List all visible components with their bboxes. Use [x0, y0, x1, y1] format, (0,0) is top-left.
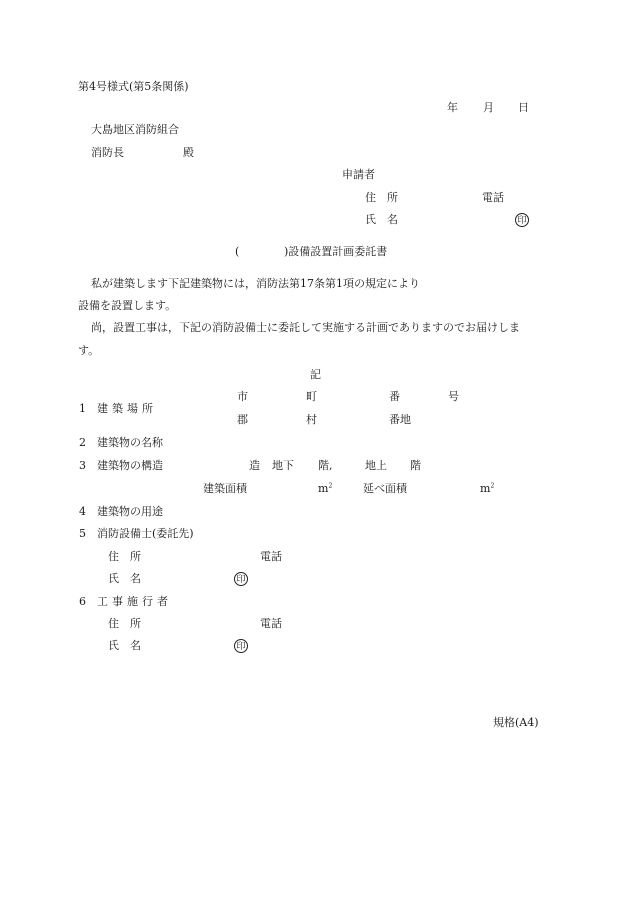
addressee-organization: 大島地区消防組合: [91, 123, 179, 136]
item-1-city: 市: [237, 390, 248, 403]
seal-icon: 印: [234, 572, 248, 586]
item-2-number: 2: [79, 436, 86, 449]
item-3-label: 建築物の構造: [97, 459, 163, 472]
document-title: )設備設置計画委託書: [284, 245, 388, 258]
item-3-above: 地上: [365, 459, 387, 472]
item-3-number: 3: [79, 459, 86, 472]
item-2-label: 建築物の名称: [97, 436, 163, 449]
item-4-number: 4: [79, 505, 86, 518]
item-5-label: 消防設備士(委託先): [97, 527, 194, 540]
record-heading: 記: [310, 368, 321, 381]
applicant-phone-label: 電話: [482, 191, 504, 204]
building-area-unit: $m^2$: [318, 482, 333, 495]
applicant-name-label: 氏 名: [365, 213, 398, 226]
total-floor-area-label: 延べ面積: [363, 482, 407, 495]
size-note: 規格(A4): [493, 716, 539, 729]
item-6-name-label: 氏 名: [108, 639, 141, 652]
body-line-3: 尚，設置工事は，下記の消防設備士に委託して実施する計画でありますのでお届けしま: [91, 321, 520, 334]
seal-icon: 印: [234, 639, 248, 653]
applicant-address-label: 住 所: [365, 191, 398, 204]
body-line-4: す。: [78, 344, 100, 357]
applicant-label: 申請者: [342, 168, 375, 181]
total-floor-area-unit: $m^2$: [480, 482, 495, 495]
item-4-label: 建築物の用途: [97, 505, 163, 518]
item-1-go: 号: [448, 390, 459, 403]
item-1-village: 村: [306, 413, 317, 426]
item-3-floor-2: 階: [410, 459, 421, 472]
item-6-number: 6: [79, 595, 86, 608]
item-3-zou: 造: [249, 459, 260, 472]
item-1-ban: 番: [389, 390, 400, 403]
item-1-label: 建築場所: [97, 402, 157, 415]
addressee-title: 消防長: [91, 146, 124, 159]
date-month-label: 月: [483, 101, 494, 114]
item-1-banchi: 番地: [389, 413, 411, 426]
item-5-phone-label: 電話: [260, 550, 282, 563]
body-line-1: 私が建築します下記建築物には，消防法第17条第1項の規定により: [91, 277, 420, 290]
item-3-basement: 地下: [272, 459, 294, 472]
item-1-town: 町: [306, 390, 317, 403]
item-3-floor-1: 階,: [318, 459, 333, 472]
item-6-label: 工事施行者: [97, 595, 172, 608]
building-area-label: 建築面積: [203, 482, 247, 495]
item-5-address-label: 住 所: [108, 550, 141, 563]
honorific: 殿: [183, 146, 194, 159]
date-year-label: 年: [447, 101, 458, 114]
title-open-paren: (: [235, 245, 240, 258]
form-number: 第4号様式(第5条関係): [78, 80, 189, 93]
body-line-2: 設備を設置します。: [78, 299, 177, 312]
item-5-number: 5: [79, 527, 86, 540]
seal-icon: 印: [515, 213, 529, 227]
item-6-phone-label: 電話: [260, 617, 282, 630]
item-1-number: 1: [79, 402, 86, 415]
item-1-county: 郡: [237, 413, 248, 426]
item-5-name-label: 氏 名: [108, 572, 141, 585]
date-day-label: 日: [518, 101, 529, 114]
item-6-address-label: 住 所: [108, 617, 141, 630]
